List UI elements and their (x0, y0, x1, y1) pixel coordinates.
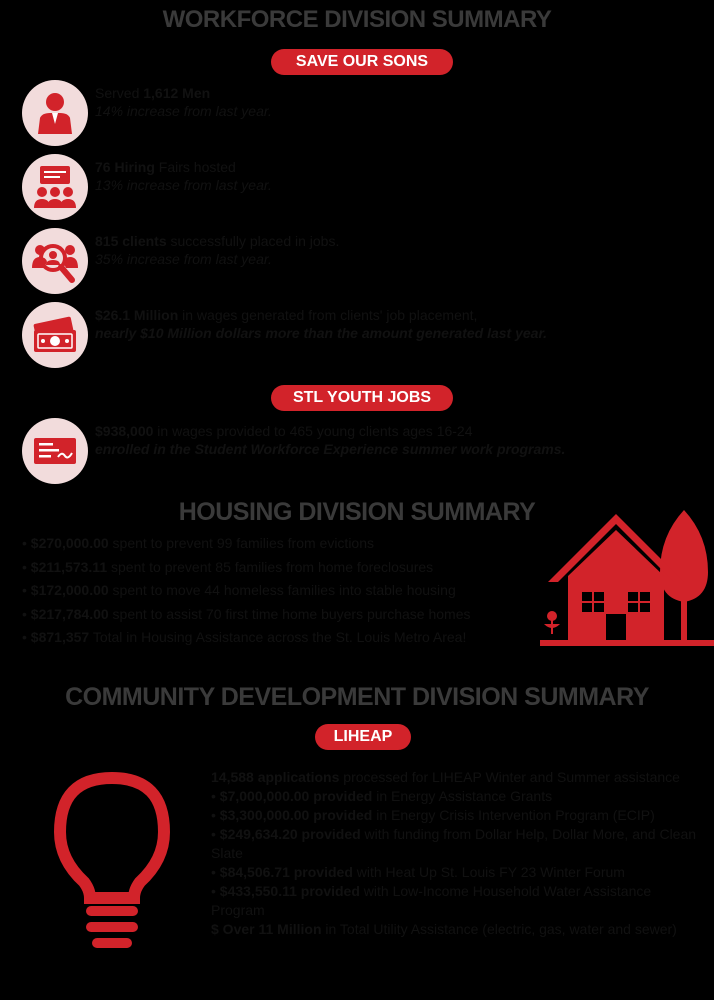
amount: $7,000,000.00 provided (219, 788, 373, 804)
liheap-line (211, 825, 701, 863)
stat-sub: 35% increase from last year. (95, 251, 272, 267)
stat-value: $938,000 (95, 423, 154, 439)
description: processed for LIHEAP Winter and Summer assistance (339, 769, 680, 785)
stat-sub: nearly $10 Million dollars more than the amount generated last year. (95, 325, 548, 341)
stat-clients-placed (22, 228, 712, 294)
stat-rest: in wages provided to 465 young clients ages 16-24 (153, 423, 473, 439)
bullet: • (211, 864, 220, 880)
check-payment-icon (22, 418, 88, 484)
workforce-title: WORKFORCE DIVISION SUMMARY (162, 6, 552, 33)
stat-youth-wages (22, 418, 712, 484)
bullet: • (211, 883, 220, 899)
liheap-line (211, 920, 701, 939)
stat-text (95, 306, 547, 342)
list-item: • $270,000.00 spent to prevent 99 families from evictions (22, 535, 374, 551)
stl-youth-jobs-badge: STL YOUTH JOBS (271, 385, 453, 411)
amount: $217,784.00 (30, 605, 109, 622)
stat-sub: 14% increase from last year. (95, 103, 272, 119)
list-item: • $172,000.00 spent to move 44 homeless families into stable housing (22, 582, 456, 598)
hiring-fair-icon (22, 154, 88, 220)
liheap-line (211, 806, 701, 825)
housing-list (22, 532, 471, 650)
amount: 14,588 applications (211, 769, 340, 785)
liheap-badge: LIHEAP (315, 724, 411, 750)
cash-icon (22, 302, 88, 368)
amount: $172,000.00 (30, 582, 109, 598)
stat-men-served (22, 80, 712, 146)
amount: $433,550.11 provided (219, 883, 360, 899)
job-search-icon (22, 228, 88, 294)
housing-title: HOUSING DIVISION SUMMARY (178, 498, 536, 526)
description: Total in Housing Assistance across the St. Louis Metro Area! (89, 629, 467, 645)
bullet: • (211, 807, 220, 823)
description: in Total Utility Assistance (electric, gas, water and sewer) (321, 921, 677, 937)
stat-text (95, 84, 272, 120)
stat-value: $26.1 Million (95, 307, 179, 323)
description: with funding from Dollar Help, Dollar More, and Clean Slate (211, 826, 697, 861)
list-item: • $871,357 Total in Housing Assistance across the St. Louis Metro Area! (22, 629, 467, 645)
bullet: • (211, 788, 220, 804)
amount: $211,573.11 (30, 558, 108, 575)
stat-lead: Served (95, 85, 144, 101)
description: with Heat Up St. Louis FY 23 Winter Forum (352, 864, 625, 880)
list-item: • $217,784.00 spent to assist 70 first time home buyers purchase homes (22, 605, 471, 622)
amount: $249,634.20 provided (219, 826, 361, 842)
description: spent to prevent 85 families from home foreclosures (107, 558, 434, 575)
amount: $3,300,000.00 provided (219, 807, 373, 823)
stat-rest: in wages generated from clients' job placement, (178, 307, 478, 323)
light-bulb-icon (52, 772, 172, 962)
description: with Low-Income Household Water Assistance Program (211, 883, 652, 918)
stat-text (95, 422, 565, 458)
list-item: • $211,573.11 spent to prevent 85 families from home foreclosures (22, 558, 434, 575)
bullet: • (211, 826, 220, 842)
community-title: COMMUNITY DEVELOPMENT DIVISION SUMMARY (65, 683, 649, 711)
stat-text (95, 158, 272, 194)
stat-hiring-fairs (22, 154, 712, 220)
stat-text (95, 232, 339, 268)
description: spent to prevent 99 families from evictions (108, 535, 374, 551)
liheap-line (211, 863, 701, 882)
amount: $270,000.00 (30, 535, 109, 551)
liheap-summary (211, 768, 701, 939)
liheap-line (211, 768, 701, 787)
stat-rest: Fairs hosted (154, 159, 236, 175)
stat-sub: enrolled in the Student Workforce Experience summer work programs. (95, 441, 566, 457)
description: spent to move 44 homeless families into stable housing (108, 582, 456, 598)
businessman-icon (22, 80, 88, 146)
liheap-line (211, 787, 701, 806)
stat-sub: 13% increase from last year. (95, 177, 272, 193)
amount: $84,506.71 provided (219, 864, 353, 880)
amount: $ Over 11 Million (211, 921, 322, 937)
description: in Energy Crisis Intervention Program (ECIP) (372, 807, 655, 823)
stat-value: 815 clients (95, 233, 167, 249)
description: spent to assist 70 first time home buyers purchase homes (108, 605, 471, 622)
stat-value: 1,612 Men (143, 85, 211, 101)
stat-wages-generated (22, 302, 712, 368)
save-our-sons-badge: SAVE OUR SONS (271, 49, 453, 75)
stat-value: 76 Hiring (95, 159, 155, 175)
house-icon (538, 506, 714, 648)
stat-rest: successfully placed in jobs. (166, 233, 340, 249)
liheap-line (211, 882, 701, 920)
description: in Energy Assistance Grants (372, 788, 553, 804)
amount: $871,357 (30, 629, 90, 645)
